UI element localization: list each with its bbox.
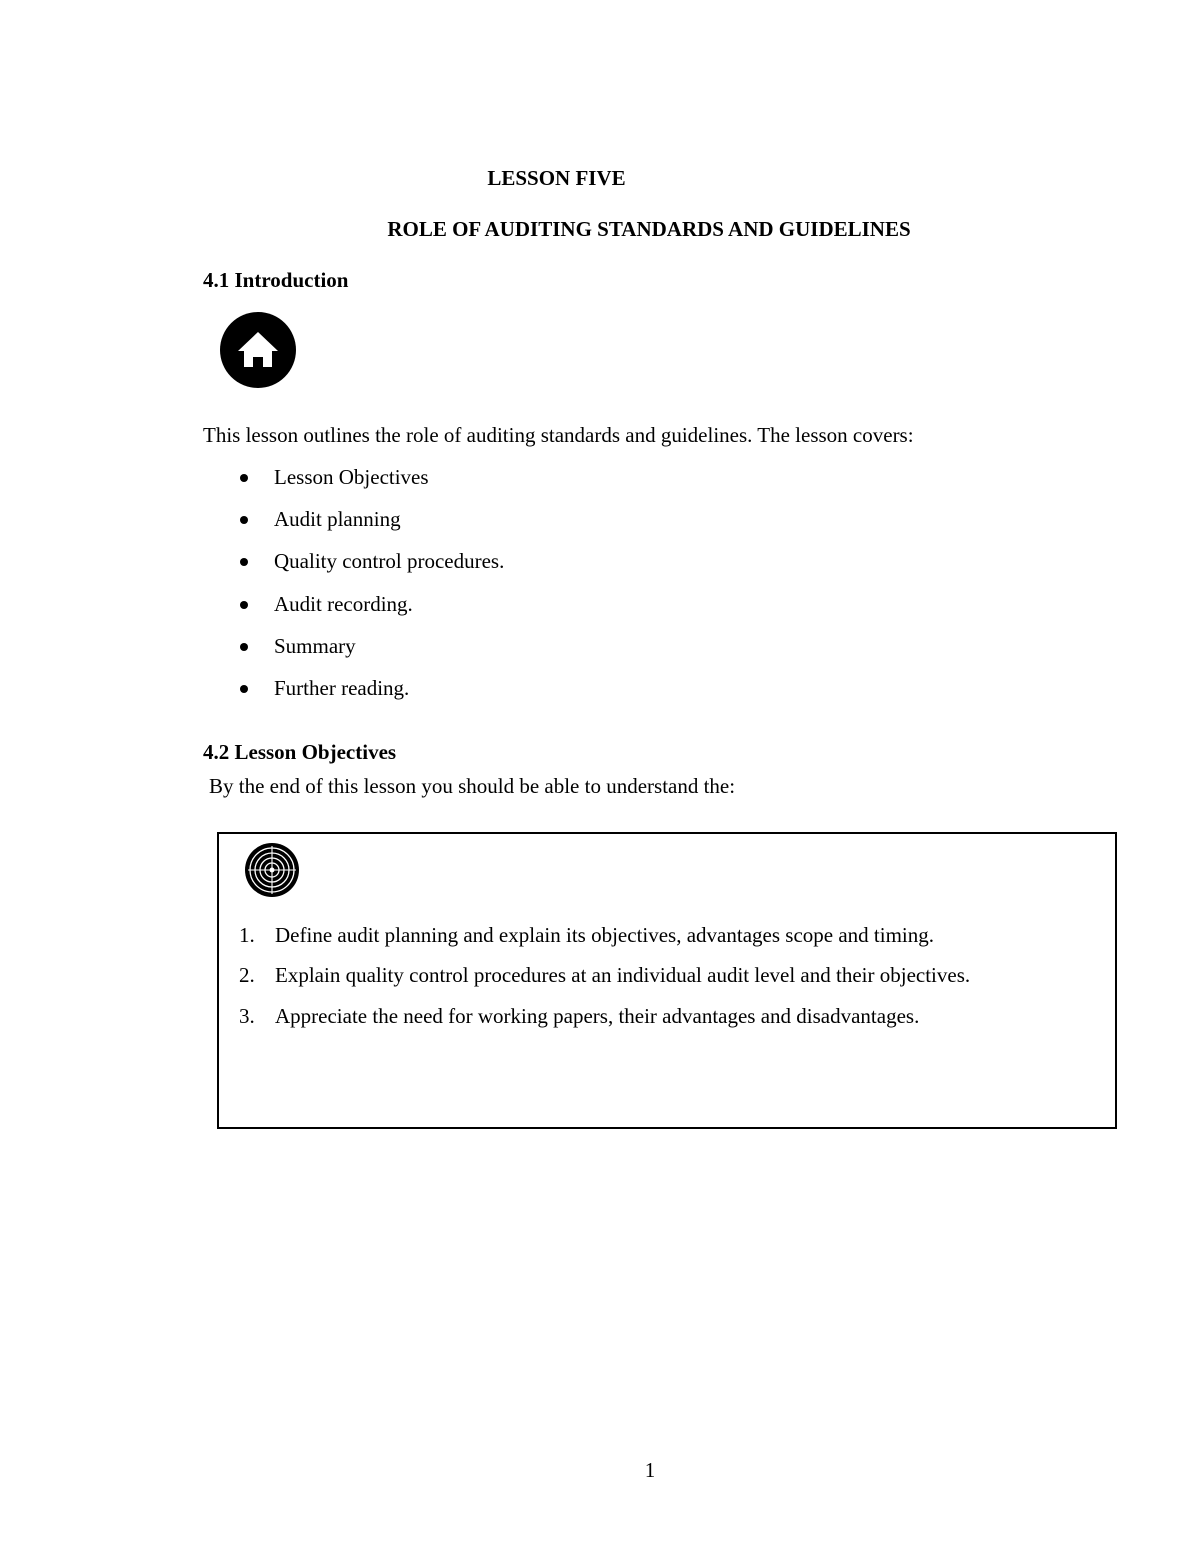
- list-item: [236, 592, 504, 634]
- section-heading-introduction: 4.1 Introduction: [203, 268, 349, 292]
- introduction-text: This lesson outlines the role of auditing standards and guidelines. The lesson covers:: [203, 423, 914, 447]
- lesson-title: LESSON FIVE: [487, 166, 626, 190]
- list-item: [239, 923, 970, 963]
- lesson-contents-list: [236, 465, 504, 718]
- lesson-subtitle: ROLE OF AUDITING STANDARDS AND GUIDELINES: [387, 217, 911, 241]
- list-item: [236, 465, 504, 507]
- list-item: [239, 1004, 970, 1044]
- target-icon: [244, 842, 300, 898]
- page-number: 1: [644, 1458, 656, 1482]
- list-item-text: Further reading.: [274, 675, 410, 700]
- list-item-text: Explain quality control procedures at an individual audit level and their objectives.: [275, 963, 971, 988]
- list-item: [239, 963, 970, 1003]
- bullet-icon: [240, 643, 248, 651]
- section-heading-objectives: 4.2 Lesson Objectives: [203, 740, 397, 764]
- home-icon: [220, 312, 296, 388]
- bullet-icon: [240, 516, 248, 524]
- list-item-text: Define audit planning and explain its objectives, advantages scope and timing.: [275, 923, 934, 947]
- list-item: [236, 634, 504, 676]
- list-item-text: Lesson Objectives: [274, 465, 429, 489]
- bullet-icon: [240, 474, 248, 482]
- list-item-number: 1.: [239, 923, 255, 947]
- list-item: [236, 507, 504, 549]
- objectives-intro-text: By the end of this lesson you should be able to understand the:: [209, 774, 736, 798]
- list-item-number: 3.: [239, 1003, 255, 1028]
- list-item-text: Summary: [274, 633, 356, 658]
- objectives-box: [217, 832, 1117, 1129]
- list-item-text: Audit recording.: [274, 591, 413, 616]
- list-item: [236, 549, 504, 591]
- objectives-list: [239, 923, 970, 1044]
- list-item-text: Audit planning: [274, 507, 401, 532]
- list-item-number: 2.: [239, 963, 255, 988]
- bullet-icon: [240, 558, 248, 566]
- list-item-text: Appreciate the need for working papers, their advantages and disadvantages.: [275, 1003, 920, 1028]
- list-item-text: Quality control procedures.: [274, 549, 505, 574]
- list-item: [236, 676, 504, 718]
- bullet-icon: [240, 685, 248, 693]
- bullet-icon: [240, 601, 248, 609]
